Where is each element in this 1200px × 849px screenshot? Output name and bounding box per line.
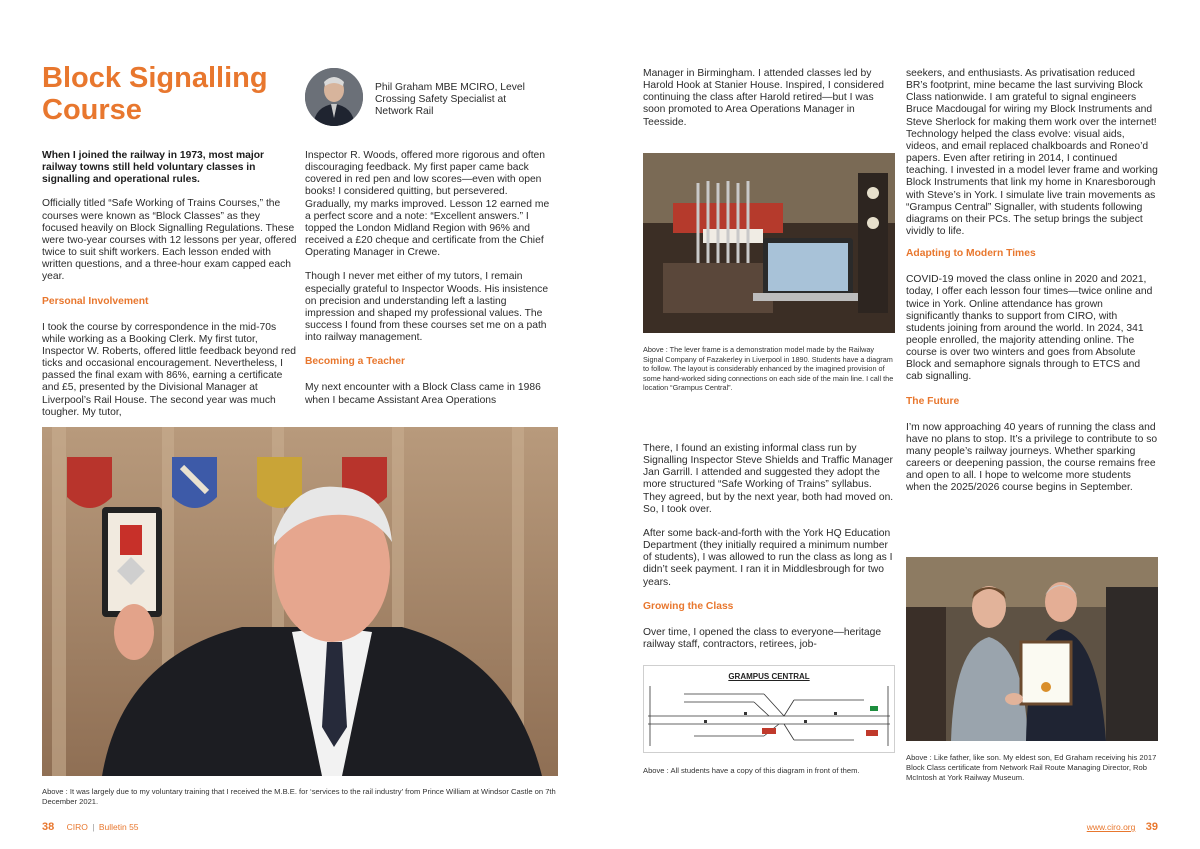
paragraph: Over time, I opened the class to everyone—heritage railway staff, contractors, retirees, job- xyxy=(643,626,882,650)
page-number-right: 39 xyxy=(1145,821,1158,833)
page-number-left: 38 xyxy=(42,821,55,833)
paragraph: COVID-19 moved the class online in 2020 and 2021, today, I offer each lesson four times—twice online and twice in York. Online attendance has grown significantly thanks to support from CIRO, with students joining from around the world. In 2024, 341 people enrolled, the majority attending online. The course is over two winters and goes from Absolute Block and semaphore signals through to ETCS and cab signalling. xyxy=(906,274,1153,383)
subheading-personal-involvement: Personal Involvement xyxy=(42,295,149,307)
paragraph: Officially titled “Safe Working of Trains Courses,” the courses were known as “Block Classes” as they focused heavily on Block Signalling Regulations. These were two-year courses with 12 lessons per year, offered twice to suit shift workers. Each lesson ended with written questions, and a three-hour exam capped each year. xyxy=(42,198,297,283)
paragraph: Inspector R. Woods, offered more rigorous and often discouraging feedback. My first paper came back covered in red pen and low scores—even with open books! I considered quitting, but persevered. Gradually, my marks improved. Lesson 12 earned me a perfect score and a note: “Excellent answers.” I topped the London Midland Region with 96% and received a £20 cheque and certificate from the Chief Operating Manager in Crewe. xyxy=(305,150,550,259)
footer-url[interactable]: www.ciro.org xyxy=(1086,822,1136,832)
lever-frame-photo xyxy=(643,153,895,333)
left-column-1 xyxy=(42,150,297,419)
right-column-3-bottom xyxy=(643,443,895,651)
author-byline: Phil Graham MBE MCIRO, Level Crossing Safety Specialist at Network Rail xyxy=(375,82,525,118)
footer-issue: Bulletin 55 xyxy=(98,822,139,832)
paragraph: I took the course by correspondence in the mid-70s while working as a Booking Clerk. My first tutor, Inspector W. Roberts, offered little feedback beyond red ticks and occasional encouragement. Nevertheless, I passed the final exam with 86%, earning a certificate and £5, presented by the Divisional Manager at Liverpool’s Rail House. The second year was much tougher. My tutor, xyxy=(42,321,296,418)
right-column-4 xyxy=(906,68,1158,495)
certificate-presentation-photo xyxy=(906,557,1158,741)
paragraph: Though I never met either of my tutors, I remain especially grateful to Inspector Woods. His insistence on precision and understanding left a lasting impression and shaped my professional values. The success I found from these courses set me on a path into railway management. xyxy=(305,271,549,344)
photo-caption-lever-frame: Above : The lever frame is a demonstration model made by the Railway Signal Company of Fazakerley in Liverpool in 1890. Students have a diagram to follow. The layout is considerably enhanced by the imagined provision of some hand-worked siding connections on each side of the main line. I call the location “Grampus Central”. xyxy=(643,345,894,392)
mbe-award-photo xyxy=(42,427,558,776)
paragraph: After some back-and-forth with the York HQ Education Department (they initially required a minimum number of students), I was allowed to run the class as long as I didn’t seek payment. I ran it in Middlesbrough for two years. xyxy=(643,527,893,588)
author-avatar xyxy=(305,68,363,126)
intro-paragraph: When I joined the railway in 1973, most major railway towns still held voluntary classes in signalling and operational rules. xyxy=(42,150,265,186)
article-title: Block Signalling Course xyxy=(42,62,268,126)
paragraph: seekers, and enthusiasts. As privatisation reduced BR’s footprint, mine became the last surviving Block Class nationwide. I am grateful to signal engineers Bruce Macdougal for wiring my Block Instruments and Steve Sherlock for making them work over the internet! xyxy=(906,68,1157,128)
paragraph: My next encounter with a Block Class came in 1986 when I became Assistant Area Operations xyxy=(305,382,541,406)
left-footer xyxy=(42,822,342,832)
paragraph: Manager in Birmingham. I attended classes led by Harold Hook at Stanier House. Inspired, I considered continuing the class after Harold retired—but I was soon promoted to Area Operations Manager in Teesside. xyxy=(643,68,884,128)
subheading-becoming-teacher: Becoming a Teacher xyxy=(305,356,405,368)
paragraph: There, I found an existing informal class run by Signalling Inspector Steve Shields and Traffic Manager Jan Garrill. I attended and suggested they adopt the more structured “Safe Working of Trains” syllabus. They agreed, but by the next year, both had moved on. So, I took over. xyxy=(643,443,894,515)
right-footer xyxy=(980,822,1158,832)
subheading-future: The Future xyxy=(906,395,960,407)
subheading-adapting: Adapting to Modern Times xyxy=(906,248,1036,260)
left-column-2 xyxy=(305,150,550,407)
right-column-3-top xyxy=(643,68,893,129)
grampus-central-diagram xyxy=(643,665,895,753)
diagram-caption: Above : All students have a copy of this diagram in front of them. xyxy=(643,766,860,775)
photo-caption-mbe: Above : It was largely due to my voluntary training that I received the M.B.E. for ‘services to the rail industry’ from Prince William at Windsor Castle on 7th December 2021. xyxy=(42,787,556,806)
paragraph: Technology helped the class evolve: visual aids, videos, and email replaced chalkboards and Roneo’d papers. Even after retiring in 2014, I continued teaching. I invested in a model lever frame and working Block Instruments that link my home in Knaresborough with Steve’s in York. I simulate live train movements as “Grampus Central” Signaller, with students following diagrams on their PCs. The setup brings the subject vividly to life. xyxy=(906,128,1158,238)
photo-caption-certificate: Above : Like father, like son. My eldest son, Ed Graham receiving his 2017 Block Class certificate from Network Rail Route Managing Director, Rob McIntosh at York Railway Museum. xyxy=(906,753,1157,782)
footer-brand: CIRO xyxy=(66,822,88,832)
diagram-title: GRAMPUS CENTRAL xyxy=(728,672,810,681)
subheading-growing-class: Growing the Class xyxy=(643,600,734,612)
footer-separator: | xyxy=(92,822,95,832)
paragraph: I’m now approaching 40 years of running the class and have no plans to stop. It’s a privilege to contribute to so many people’s railway journeys. Whether sparking careers or deepening passion, the course remains free and open to all. I hope to welcome more students when the 2025/2026 course begins in September. xyxy=(906,421,1158,494)
